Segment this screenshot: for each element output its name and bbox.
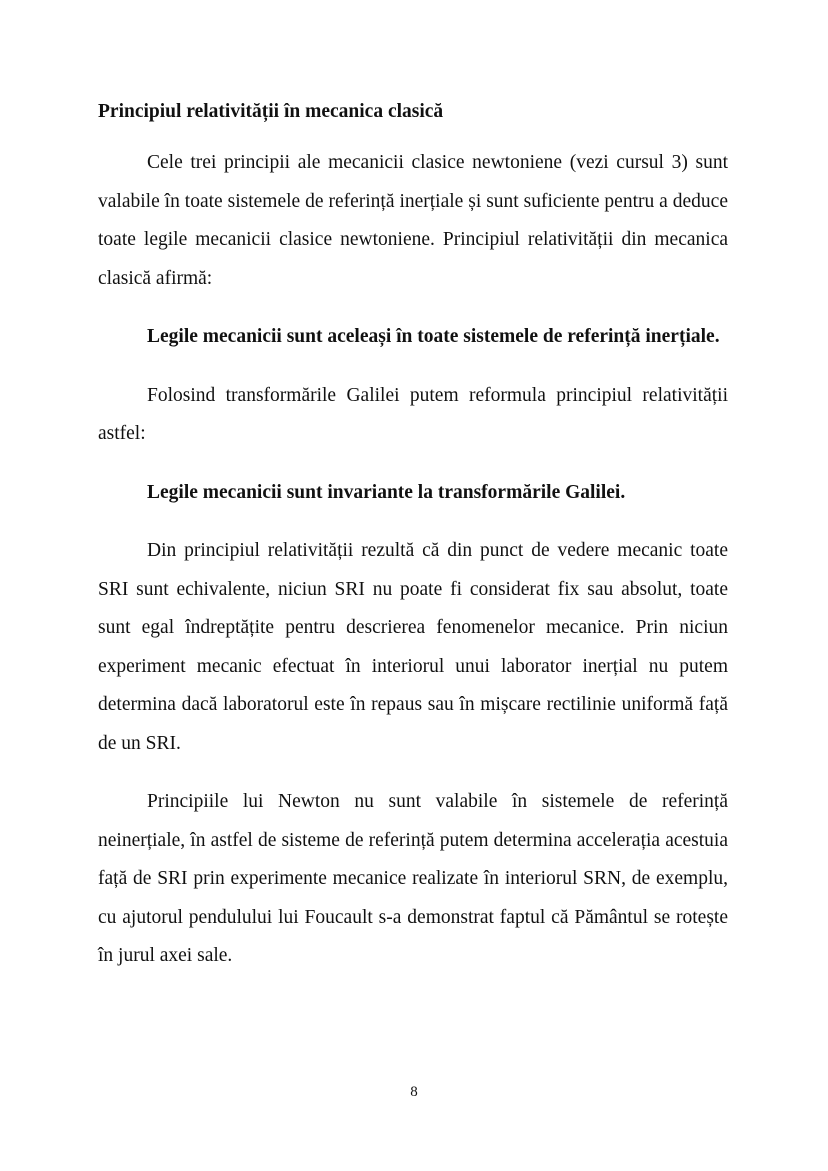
- section-heading: Principiul relativității în mecanica clasică: [98, 101, 444, 122]
- principle-statement: Legile mecanicii sunt aceleași în toate sistemele de referință inerțiale.: [147, 326, 720, 347]
- invariance-statement: Legile mecanicii sunt invariante la transformările Galilei.: [147, 481, 626, 503]
- document-page: [98, 98, 728, 996]
- paragraph-equivalence: Din principiul relativității rezultă că din punct de vedere mecanic toate SRI sunt echivalente, niciun SRI nu poate fi considerat fix sau absolut, toate sunt egal îndreptățite pentru descrierea fenomenelor mecanice. Prin niciun experiment mecanic efectuat în interiorul unui laborator inerțial nu putem determina dacă laboratorul este în repaus sau în mișcare rectilinie uniformă față de un SRI.: [98, 540, 728, 754]
- paragraph-galilei: Folosind transformările Galilei putem reformula principiul relativității astfel:: [98, 384, 728, 444]
- paragraph-intro: Cele trei principii ale mecanicii clasice newtoniene (vezi cursul 3) sunt valabile în toate sistemele de referință inerțiale și sunt suficiente pentru a deduce toate legile mecanicii clasice newtoniene. Principiul relativității din mecanica clasică afirmă:: [98, 152, 728, 289]
- page-number: 8: [410, 1084, 418, 1100]
- paragraph-noninertial: Principiile lui Newton nu sunt valabile în sistemele de referință neinerțiale, în astfel de sisteme de referință putem determina accelerația acestuia față de SRI prin experimente mecanice realizate în interiorul SRN, de exemplu, cu ajutorul pendulului lui Foucault s-a demonstrat faptul că Pământul se rotește în jurul axei sale.: [98, 791, 728, 966]
